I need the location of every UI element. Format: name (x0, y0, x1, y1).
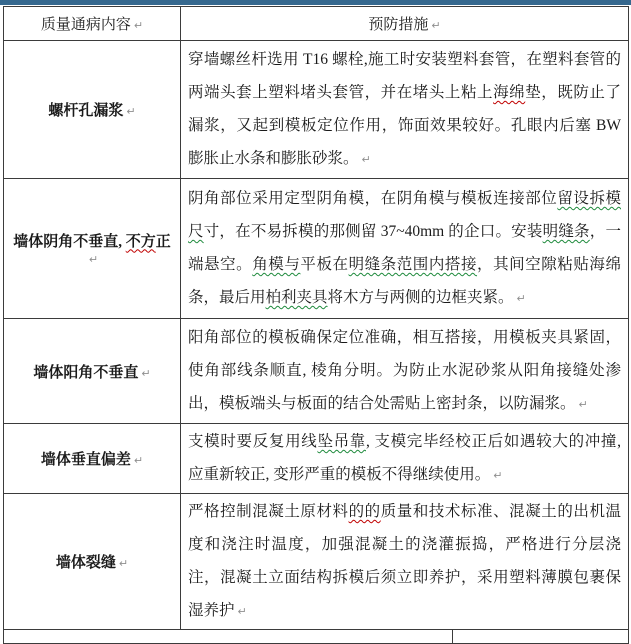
measure-cell[interactable] (181, 179, 629, 319)
text-segment: 质量和技术标准、混凝土的出机温度和浇注时温度，加强混凝土的浇灌振捣，严格进行分层浇注，混凝土立面结构拆模后须立即养护，采用塑料薄膜包裹保湿养护 (188, 503, 622, 619)
paragraph-mark-icon: ↵ (88, 252, 99, 266)
text-segment: 角模与 (252, 256, 301, 273)
text-segment: 将木方与两侧的边框夹紧。 (327, 289, 514, 306)
table-header-row (4, 7, 629, 41)
measure-cell[interactable] (181, 41, 629, 179)
text-segment: 阴角部位采用定型阴角模，在阴角模与模板连接部位 (188, 190, 558, 207)
partial-cell-right[interactable] (453, 630, 629, 644)
table-row-partial-next (4, 630, 629, 644)
text-segment: 穿墙螺丝杆选用 T16 螺栓,施工时安装塑料套管，在塑料套管的两端头套上塑料堵头套管，并在堵头上粘上 (188, 51, 622, 101)
text-segment: 垫，既防止了漏浆，又起到模板定位作用，饰面效果较好。孔眼内后塞 BW 膨胀止水条和膨胀砂浆。 (188, 84, 622, 167)
paragraph-mark-icon: ↵ (493, 469, 503, 482)
text-segment: 墙体裂缝 (55, 555, 116, 571)
text-segment: 正 (155, 233, 171, 250)
paragraph-mark-icon: ↵ (578, 398, 588, 411)
text-segment: 平板在 (300, 256, 349, 273)
text-segment: 明缝条 (542, 223, 590, 240)
issue-cell[interactable] (4, 494, 181, 630)
text-segment: 支模时要反复用线 (188, 433, 318, 450)
issue-cell[interactable] (4, 179, 181, 319)
measure-cell[interactable] (181, 494, 629, 630)
issue-cell[interactable] (4, 424, 181, 494)
table-row-outer-corner (4, 319, 629, 424)
table-row-wall-cracks (4, 494, 629, 630)
text-segment: 墙体阴角不垂直, (13, 233, 126, 250)
text-segment: 的的 (348, 503, 381, 520)
measure-cell[interactable] (181, 319, 629, 424)
paragraph-mark-icon: ↵ (133, 19, 144, 32)
paragraph-mark-icon: ↵ (361, 153, 371, 166)
text-segment: ，其间空隙粘贴海绵条，最后用 (188, 256, 621, 306)
text-segment: 留设拆模尺 (188, 190, 621, 240)
table-row-vertical-deviation (4, 424, 629, 494)
text-segment: 海绵 (493, 84, 526, 101)
issue-cell[interactable] (4, 319, 181, 424)
text-segment: 墙体阳角不垂直 (33, 364, 139, 381)
text-segment: 阳角部位的模板确保定位准确，相互搭接，用模板夹具紧固，使角部线条顺直, 棱角分明。为防止水泥砂浆从阳角接缝处渗出，模板端头与板面的结合处需贴上密封条，以防漏浆。 (188, 329, 622, 412)
text-segment: , 支模完毕经校正后如遇较大的冲撞, 应重新较正, 变形严重的模板不得继续使用。 (188, 433, 621, 483)
measure-cell[interactable] (181, 424, 629, 494)
header-cell-issue[interactable] (4, 7, 181, 41)
text-segment: ，一端悬空。 (188, 223, 621, 273)
text-segment: 明缝条范围内搭接 (348, 256, 478, 273)
text-segment: 螺杆孔漏浆 (48, 103, 124, 119)
paragraph-mark-icon: ↵ (516, 292, 526, 305)
text-segment: 严格控制混凝土原材料 (188, 503, 349, 520)
text-segment: 墙体垂直偏差 (40, 452, 131, 468)
header-cell-measure[interactable] (181, 7, 629, 41)
text-segment: 坠吊靠 (317, 433, 366, 450)
paragraph-mark-icon: ↵ (126, 105, 136, 118)
paragraph-mark-icon: ↵ (118, 557, 129, 570)
table-row-screw-hole-leak (4, 41, 629, 179)
table-row-inner-corner (4, 179, 629, 319)
window-top-bar (0, 0, 631, 5)
header-measure-label: 预防措施 (368, 17, 429, 33)
paragraph-mark-icon: ↵ (237, 605, 247, 618)
paragraph-mark-icon: ↵ (141, 366, 151, 380)
issue-cell[interactable] (4, 41, 181, 179)
text-segment: 寸，在不易拆模的那侧留 37~40mm 的企口。安装 (203, 223, 543, 240)
paragraph-mark-icon: ↵ (133, 454, 144, 467)
text-segment: 不方 (125, 233, 156, 250)
paragraph-mark-icon: ↵ (431, 19, 441, 32)
text-segment: 柏利夹具 (265, 289, 328, 306)
partial-cell-left[interactable] (4, 630, 453, 644)
quality-defects-table (3, 6, 629, 644)
header-issue-label: 质量通病内容 (40, 17, 131, 33)
